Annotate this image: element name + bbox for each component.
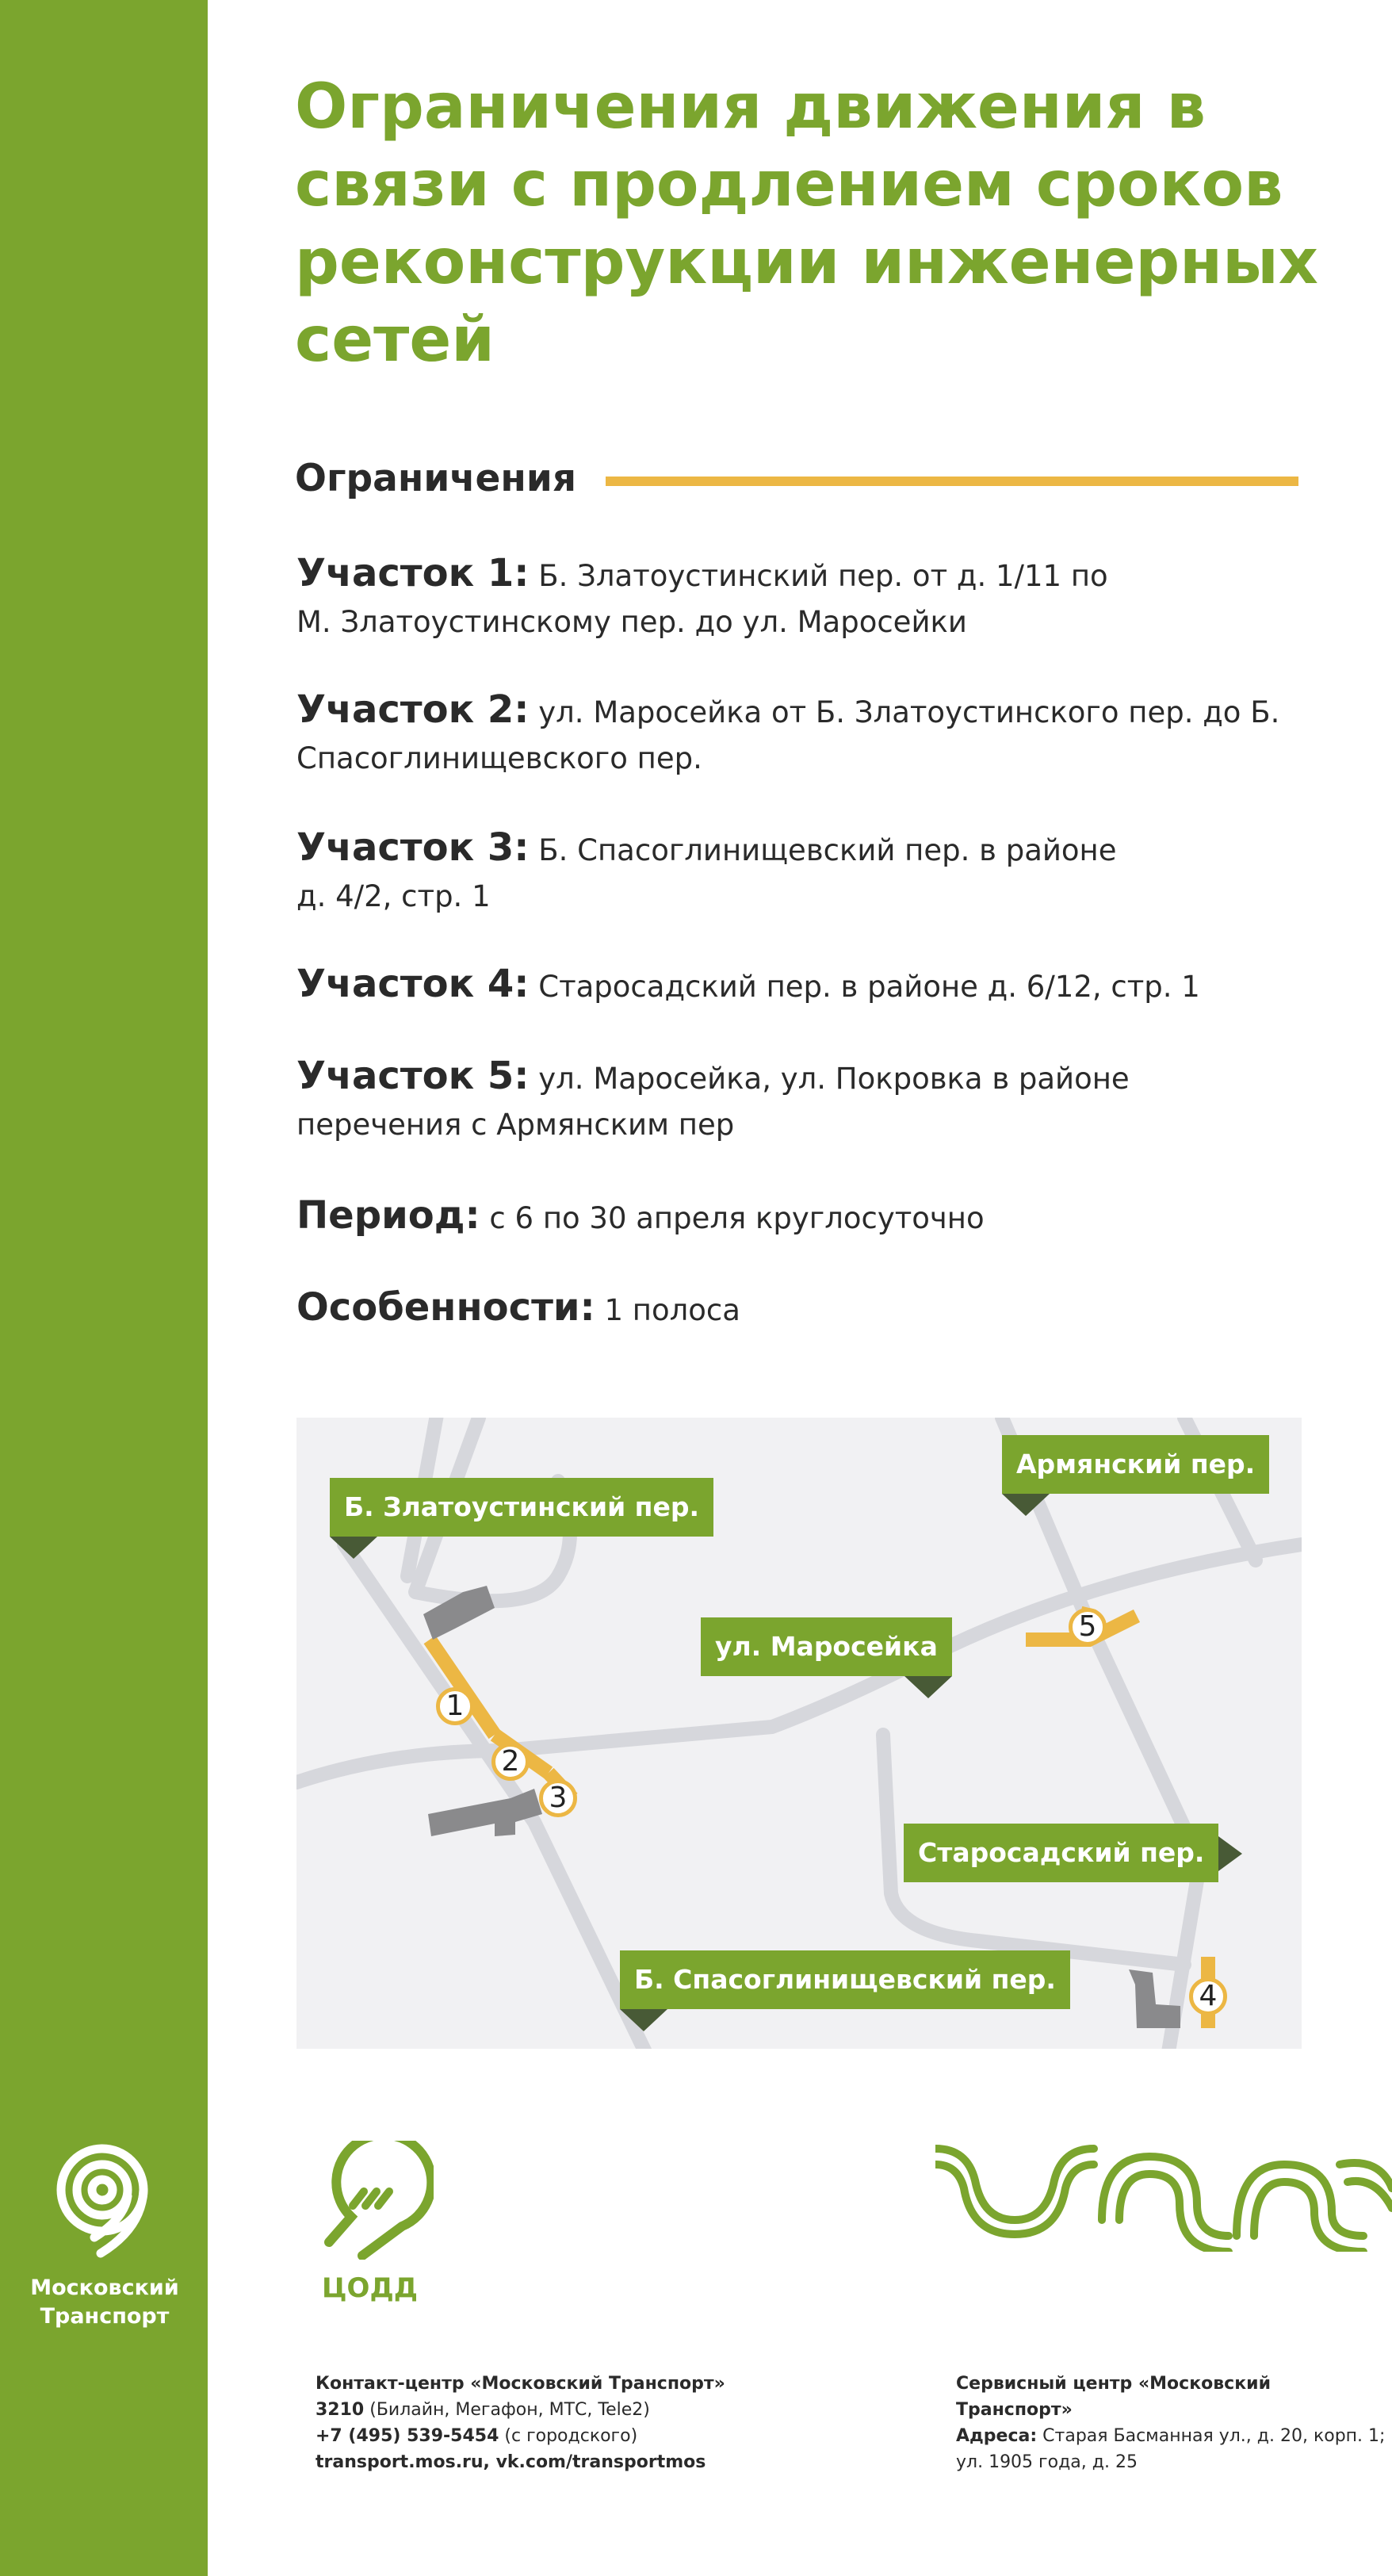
section-item-2 [296, 687, 1303, 782]
period-key: Период: [296, 1193, 480, 1238]
features-key: Особенности: [296, 1285, 595, 1330]
service-center [956, 2371, 1392, 2475]
tsodd-name: ЦОДД [322, 2272, 419, 2304]
section-text: ул. Маросейка, ул. Покровка в районе перечения с Армянским пер [296, 1062, 1130, 1142]
mostrans-name-line2: Транспорт [40, 2304, 170, 2329]
short-phone-note: (Билайн, Мегафон, МТС, Tele2) [369, 2400, 650, 2420]
service-center-title: Сервисный центр «Московский Транспорт» [956, 2374, 1271, 2420]
tsodd-pin-icon [315, 2141, 434, 2260]
section-item-4 [296, 961, 1327, 1010]
city-phone-note: (с городского) [504, 2426, 638, 2446]
section-item-3 [296, 825, 1137, 920]
section-key: Участок 1: [296, 551, 530, 595]
map-marker-1: 1 [436, 1687, 474, 1725]
map-label-spasoglinishchevsky: Б. Спасоглинищевский пер. [620, 1950, 1070, 2009]
contact-center [315, 2371, 725, 2475]
map-marker-4: 4 [1189, 1977, 1227, 2015]
map-label-maroseyka: ул. Маросейка [701, 1617, 952, 1676]
mostrans-logo [25, 2141, 184, 2331]
section-key: Участок 5: [296, 1054, 530, 1098]
map-marker-3: 3 [539, 1779, 577, 1817]
page-title: Ограничения движения в связи с продлением сроков реконструкции инженерных сетей [295, 71, 1318, 376]
sidebar-stripe [0, 0, 208, 2576]
short-phone: 3210 [315, 2400, 365, 2420]
section-item-1 [296, 550, 1113, 645]
address-1: Старая Басманная ул., д. 20, корп. 1; [1042, 2426, 1386, 2446]
map-label-starosadsky: Старосадский пер. [904, 1824, 1218, 1882]
features-text: 1 полоса [604, 1293, 740, 1327]
decorative-wave-pattern [935, 2133, 1392, 2252]
street-map [296, 1418, 1302, 2049]
features-item [296, 1284, 1327, 1334]
section-key: Участок 4: [296, 962, 530, 1006]
contact-center-title: Контакт-центр «Московский Транспорт» [315, 2374, 725, 2394]
section-text: Б. Спасоглинищевский пер. в районе д. 4/2, стр. 1 [296, 833, 1117, 913]
map-label-armyansky: Армянский пер. [1002, 1435, 1269, 1494]
period-item [296, 1192, 1327, 1242]
address-2: ул. 1905 года, д. 25 [956, 2452, 1138, 2472]
mostrans-nine-icon [45, 2141, 164, 2260]
section-key: Участок 3: [296, 825, 530, 870]
section-text: Б. Златоустинский пер. от д. 1/11 по М. Златоустинскому пер. до ул. Маросейки [296, 559, 1108, 639]
section-header [295, 450, 1302, 514]
heading-rule [606, 477, 1298, 486]
tsodd-logo [311, 2141, 438, 2304]
section-heading: Ограничения [295, 457, 577, 500]
map-marker-2: 2 [491, 1743, 530, 1781]
web-links: transport.mos.ru, vk.com/transportmos [315, 2452, 706, 2472]
period-text: с 6 по 30 апреля круглосуточно [489, 1201, 985, 1235]
mostrans-name-line1: Московский [30, 2276, 179, 2300]
section-text: ул. Маросейка от Б. Златоустинского пер. до Б. Спасоглинищевского пер. [296, 695, 1280, 775]
map-marker-5: 5 [1069, 1608, 1107, 1646]
map-label-zlatoustinsky: Б. Златоустинский пер. [330, 1478, 713, 1537]
section-item-5 [296, 1053, 1168, 1148]
section-text: Старосадский пер. в районе д. 6/12, стр. 1 [538, 970, 1200, 1004]
section-key: Участок 2: [296, 687, 530, 732]
city-phone: +7 (495) 539-5454 [315, 2426, 499, 2446]
address-label: Адреса: [956, 2426, 1038, 2446]
